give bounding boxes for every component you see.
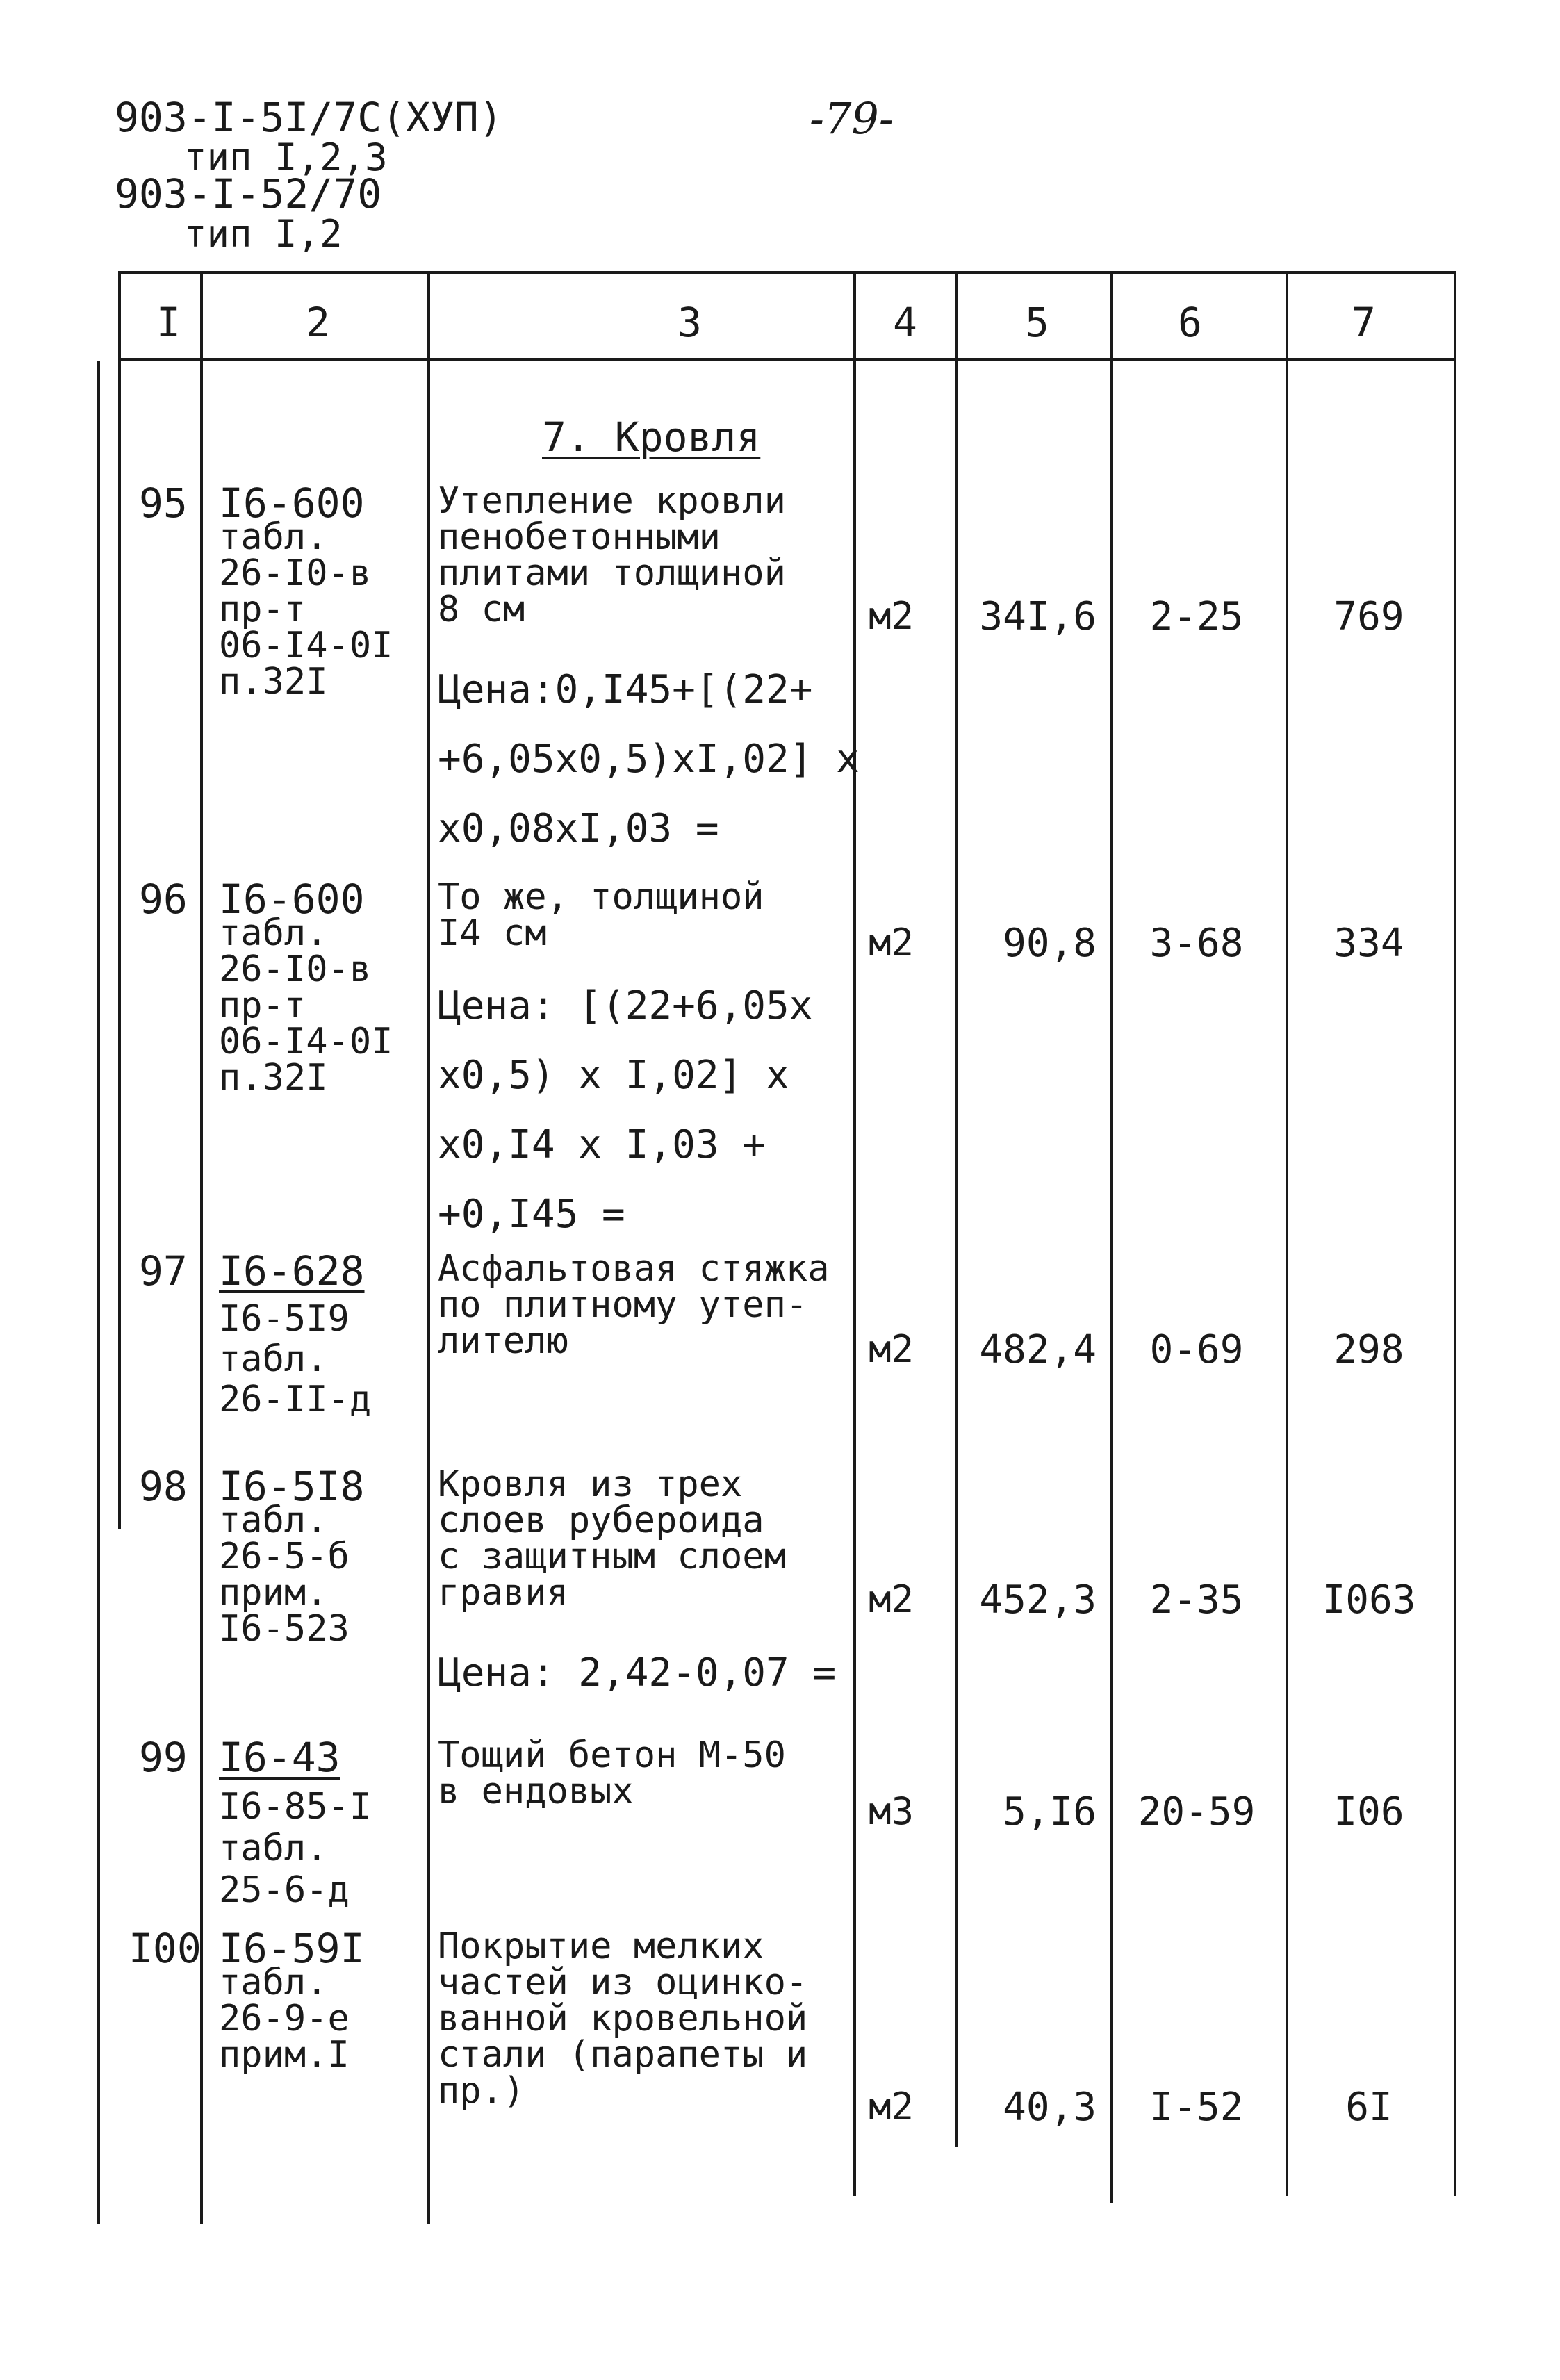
code-line: табл. (219, 912, 328, 954)
row-number: 99 (139, 1734, 188, 1781)
doc-code-2: 903-I-52/70 (115, 170, 382, 218)
code-line: п.32I (219, 1057, 328, 1099)
unit-price-cell: 2-25 (1149, 594, 1244, 639)
code-line: пр-т (219, 589, 306, 630)
row-number: I00 (129, 1925, 202, 1972)
row-number: 98 (139, 1463, 188, 1510)
code-line: I6-628 (219, 1247, 365, 1295)
row-number: 95 (139, 479, 188, 527)
unit-cell: м2 (869, 2085, 914, 2128)
code-line: табл. (219, 516, 328, 558)
unit-price-cell: 2-35 (1149, 1577, 1244, 1623)
row-number: 96 (139, 876, 188, 923)
code-line: I6-59I (219, 1925, 365, 1972)
description-line: Утепление кровли (438, 480, 786, 522)
code-line: 06-I4-0I (219, 1021, 393, 1062)
code-line: 26-I0-в (219, 552, 372, 594)
total-cost-cell: I06 (1333, 1789, 1404, 1835)
code-line: табл. (219, 1962, 328, 2003)
total-cost-cell: 334 (1333, 921, 1404, 966)
description-line: Тощий бетон М-50 (438, 1734, 786, 1776)
description-line: с защитным слоем (438, 1536, 786, 1577)
description-line: слоев рубероида (438, 1500, 764, 1541)
quantity-cell: 40,3 (1003, 2085, 1097, 2130)
total-cost-cell: 6I (1345, 2085, 1393, 2130)
code-line: 26-I0-в (219, 949, 372, 990)
column-divider-1 (97, 361, 100, 2224)
code-line: табл. (219, 1338, 328, 1380)
price-formula-line: +6,05x0,5)xI,02] x (438, 737, 860, 782)
unit-price-cell: 3-68 (1149, 921, 1244, 966)
description-line: в ендовых (438, 1771, 634, 1812)
header-bottom-rule (118, 358, 1456, 361)
quantity-cell: 34I,6 (979, 594, 1097, 639)
code-line: I6-5I8 (219, 1463, 365, 1510)
price-formula-line: x0,08xI,03 = (438, 806, 719, 851)
column-divider-right (1454, 271, 1456, 2196)
total-cost-cell: 298 (1333, 1327, 1404, 1372)
unit-price-cell: 20-59 (1138, 1789, 1256, 1835)
code-line: I6-523 (219, 1608, 350, 1650)
code-line: I6-43 (219, 1734, 340, 1781)
column-divider-left (118, 271, 121, 1529)
code-line: I6-600 (219, 876, 365, 923)
unit-cell: м2 (869, 921, 914, 965)
price-formula-line: x0,5) x I,02] x (438, 1053, 789, 1098)
col-header-7: 7 (1352, 299, 1376, 346)
total-cost-cell: I063 (1322, 1577, 1416, 1623)
description-line: плитами толщиной (438, 552, 786, 594)
code-line: I6-600 (219, 479, 365, 527)
unit-price-cell: 0-69 (1149, 1327, 1244, 1372)
description-line: То же, толщиной (438, 876, 764, 918)
col-header-1: I (156, 299, 181, 346)
doc-type-2: тип I,2 (184, 212, 343, 256)
unit-cell: м2 (869, 1327, 914, 1371)
code-line: 26-9-е (219, 1998, 350, 2040)
col-header-3: 3 (678, 299, 702, 346)
column-divider-6 (1110, 271, 1113, 2203)
description-line: стали (парапеты и (438, 2034, 808, 2076)
col-header-5: 5 (1025, 299, 1049, 346)
description-line: Кровля из трех (438, 1463, 743, 1505)
price-formula-line: Цена:0,I45+[(22+ (438, 667, 813, 712)
unit-cell: м2 (869, 594, 914, 638)
description-line: частей из оцинко- (438, 1962, 808, 2003)
description-line: ванной кровельной (438, 1998, 808, 2040)
description-line: по плитному утеп- (438, 1284, 808, 1326)
column-divider-7 (1286, 271, 1288, 2196)
section-title: 7. Кровля (542, 413, 761, 461)
unit-cell: м3 (869, 1789, 914, 1833)
description-line: I4 см (438, 912, 547, 954)
quantity-cell: 90,8 (1003, 921, 1097, 966)
total-cost-cell: 769 (1333, 594, 1404, 639)
row-number: 97 (139, 1247, 188, 1295)
description-line: пр.) (438, 2070, 525, 2112)
code-line: I6-85-I (219, 1786, 372, 1828)
code-line: 26-5-б (219, 1536, 350, 1577)
price-formula-line: Цена: [(22+6,05x (438, 983, 813, 1028)
description-line: гравия (438, 1572, 568, 1614)
code-line: 06-I4-0I (219, 625, 393, 666)
code-line: прим.I (219, 2034, 350, 2076)
description-line: 8 см (438, 589, 525, 630)
doc-type-1: тип I,2,3 (184, 136, 388, 179)
description-line: Асфальтовая стяжка (438, 1248, 830, 1290)
code-line: 26-II-д (219, 1379, 372, 1420)
quantity-cell: 482,4 (979, 1327, 1097, 1372)
description-line: пенобетонными (438, 516, 721, 558)
price-formula-line: +0,I45 = (438, 1192, 625, 1237)
doc-code-1: 903-I-5I/7C(XУП) (115, 94, 503, 141)
description-line: лителю (438, 1320, 568, 1362)
code-line: табл. (219, 1828, 328, 1869)
code-line: 25-6-д (219, 1869, 350, 1911)
col-header-2: 2 (306, 299, 330, 346)
unit-price-cell: I-52 (1149, 2085, 1244, 2130)
description-line: Покрытие мелких (438, 1926, 764, 1967)
quantity-cell: 5,I6 (1003, 1789, 1097, 1835)
col-header-4: 4 (893, 299, 917, 346)
column-divider-4 (853, 271, 856, 2196)
table-top-rule (118, 271, 1456, 274)
quantity-cell: 452,3 (979, 1577, 1097, 1623)
code-line: прим. (219, 1572, 328, 1614)
page-number: -79- (810, 93, 894, 144)
col-header-6: 6 (1178, 299, 1202, 346)
unit-cell: м2 (869, 1577, 914, 1621)
code-line: пр-т (219, 985, 306, 1026)
code-line: I6-5I9 (219, 1298, 350, 1340)
price-formula-line: Цена: 2,42-0,07 = (438, 1650, 837, 1696)
price-formula-line: x0,I4 x I,03 + (438, 1122, 766, 1167)
code-line: п.32I (219, 661, 328, 703)
code-line: табл. (219, 1500, 328, 1541)
column-divider-3 (427, 271, 430, 2224)
column-divider-5 (955, 271, 958, 2147)
